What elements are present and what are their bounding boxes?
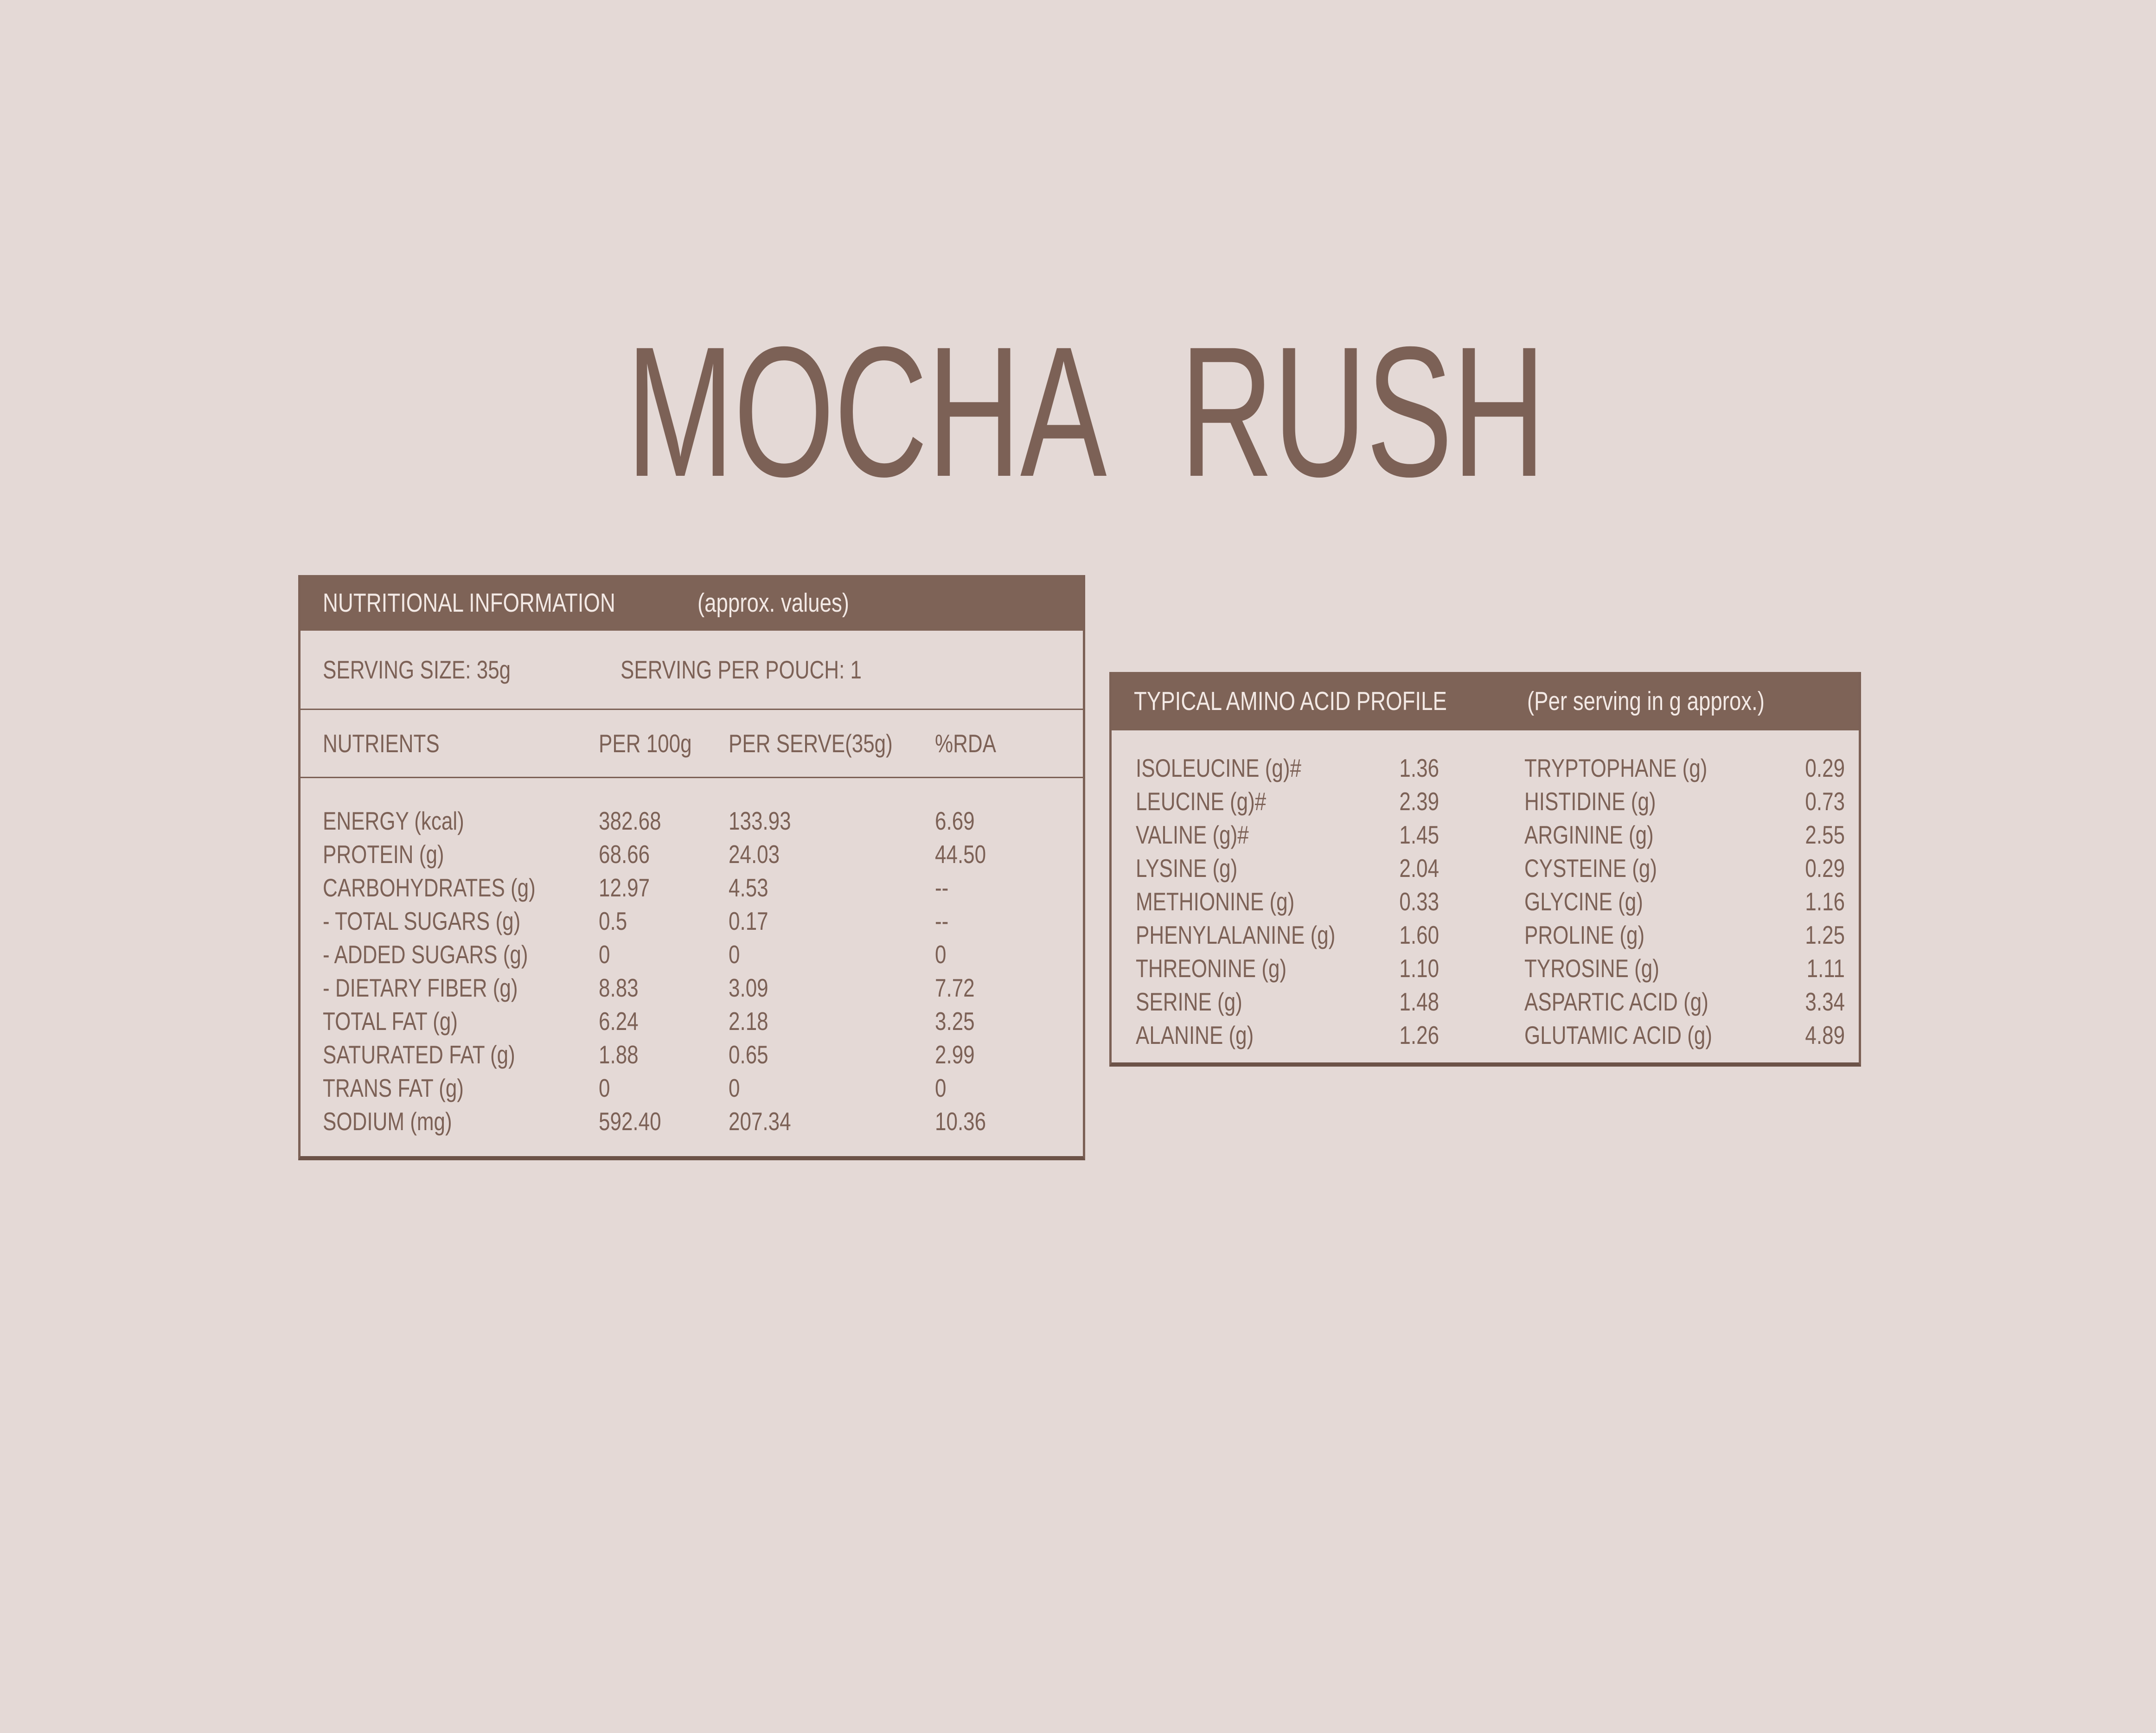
- divider: [301, 777, 1083, 778]
- amino-name: ALANINE (g): [1136, 1021, 1254, 1049]
- table-row: [301, 1105, 1083, 1138]
- amino-name: PHENYLALANINE (g): [1136, 921, 1336, 949]
- column-header-rda: %RDA: [935, 729, 997, 758]
- amino-table-header-bar: [1112, 672, 1859, 730]
- page-title: MOCHA RUSH: [626, 308, 1545, 515]
- amino-name: ARGININE (g): [1524, 820, 1654, 849]
- table-row: [1112, 985, 1859, 1018]
- table-row: [301, 1038, 1083, 1071]
- amino-name: ISOLEUCINE (g)#: [1136, 754, 1301, 782]
- amino-name: GLYCINE (g): [1524, 887, 1643, 916]
- amino-table-note: (Per serving in g approx.): [1527, 686, 1765, 716]
- table-row: [1112, 952, 1859, 985]
- nutrition-column-headers: [301, 710, 1083, 777]
- amino-value: 0.29: [1805, 854, 1845, 882]
- nutrition-table-header-bar: [301, 575, 1083, 631]
- amino-value: 0.29: [1805, 754, 1845, 782]
- value-per-100g: 0: [599, 1074, 610, 1102]
- amino-name: CYSTEINE (g): [1524, 854, 1657, 882]
- amino-value: 4.89: [1805, 1021, 1845, 1049]
- value-per-100g: 0: [599, 940, 610, 969]
- value-per-serve: 3.09: [729, 973, 768, 1002]
- nutrient-label: TOTAL FAT (g): [323, 1007, 458, 1036]
- table-row: [1112, 785, 1859, 818]
- table-row: [301, 904, 1083, 938]
- amino-value: 1.16: [1805, 887, 1845, 916]
- value-per-serve: 207.34: [729, 1107, 791, 1136]
- value-per-100g: 12.97: [599, 873, 650, 902]
- amino-value: 1.26: [1399, 1021, 1439, 1049]
- amino-value: 1.45: [1399, 820, 1439, 849]
- table-row: [301, 971, 1083, 1004]
- nutrient-label: PROTEIN (g): [323, 840, 444, 869]
- amino-value: 2.39: [1399, 787, 1439, 816]
- value-per-serve: 24.03: [729, 840, 780, 869]
- serving-info-row: [301, 631, 1083, 709]
- nutrient-label: - DIETARY FIBER (g): [323, 973, 518, 1002]
- value-rda: 0: [935, 940, 947, 969]
- amino-table-title: TYPICAL AMINO ACID PROFILE: [1134, 686, 1447, 716]
- value-rda: --: [935, 873, 949, 902]
- amino-value: 1.10: [1399, 954, 1439, 983]
- nutrient-label: SODIUM (mg): [323, 1107, 452, 1136]
- amino-name: VALINE (g)#: [1136, 820, 1249, 849]
- value-rda: 10.36: [935, 1107, 986, 1136]
- amino-value: 0.73: [1805, 787, 1845, 816]
- nutrient-label: CARBOHYDRATES (g): [323, 873, 536, 902]
- value-per-serve: 2.18: [729, 1007, 768, 1036]
- amino-name: ASPARTIC ACID (g): [1524, 987, 1708, 1016]
- value-per-100g: 8.83: [599, 973, 639, 1002]
- value-per-100g: 68.66: [599, 840, 650, 869]
- value-per-serve: 0.65: [729, 1040, 768, 1069]
- nutrient-label: SATURATED FAT (g): [323, 1040, 515, 1069]
- amino-value: 1.25: [1805, 921, 1845, 949]
- amino-name: THREONINE (g): [1136, 954, 1287, 983]
- nutrient-label: TRANS FAT (g): [323, 1074, 464, 1102]
- table-row: [1112, 751, 1859, 785]
- column-header-per-100g: PER 100g: [599, 729, 692, 758]
- table-row: [301, 1071, 1083, 1105]
- value-per-100g: 1.88: [599, 1040, 639, 1069]
- table-row: [1112, 918, 1859, 952]
- value-rda: 3.25: [935, 1007, 975, 1036]
- value-per-serve: 133.93: [729, 806, 791, 835]
- value-per-serve: 0: [729, 940, 740, 969]
- amino-name: METHIONINE (g): [1136, 887, 1295, 916]
- table-row: [1112, 1018, 1859, 1052]
- amino-name: TRYPTOPHANE (g): [1524, 754, 1708, 782]
- value-rda: 2.99: [935, 1040, 975, 1069]
- value-rda: 44.50: [935, 840, 986, 869]
- value-per-serve: 0: [729, 1074, 740, 1102]
- table-row: [301, 838, 1083, 871]
- value-per-100g: 0.5: [599, 907, 627, 935]
- value-per-100g: 382.68: [599, 806, 661, 835]
- nutrition-rows: [301, 804, 1083, 1138]
- amino-name: PROLINE (g): [1524, 921, 1645, 949]
- table-row: [301, 871, 1083, 904]
- amino-acid-table: [1109, 672, 1861, 1067]
- value-rda: 7.72: [935, 973, 975, 1002]
- amino-value: 2.04: [1399, 854, 1439, 882]
- amino-value: 1.60: [1399, 921, 1439, 949]
- amino-value: 1.11: [1806, 954, 1845, 983]
- amino-value: 1.48: [1399, 987, 1439, 1016]
- amino-name: TYROSINE (g): [1524, 954, 1659, 983]
- value-per-100g: 6.24: [599, 1007, 639, 1036]
- table-row: [1112, 851, 1859, 885]
- amino-name: LYSINE (g): [1136, 854, 1238, 882]
- table-row: [301, 804, 1083, 838]
- column-header-per-serve: PER SERVE(35g): [729, 729, 893, 758]
- value-per-serve: 0.17: [729, 907, 768, 935]
- amino-value: 1.36: [1399, 754, 1439, 782]
- amino-name: HISTIDINE (g): [1524, 787, 1656, 816]
- nutrient-label: - ADDED SUGARS (g): [323, 940, 528, 969]
- serving-per-pouch: SERVING PER POUCH: 1: [621, 655, 862, 684]
- value-rda: 0: [935, 1074, 947, 1102]
- amino-name: SERINE (g): [1136, 987, 1242, 1016]
- amino-value: 2.55: [1805, 820, 1845, 849]
- amino-value: 0.33: [1399, 887, 1439, 916]
- value-rda: 6.69: [935, 806, 975, 835]
- amino-value: 3.34: [1805, 987, 1845, 1016]
- column-header-nutrients: NUTRIENTS: [323, 729, 440, 758]
- value-per-100g: 592.40: [599, 1107, 661, 1136]
- nutrient-label: - TOTAL SUGARS (g): [323, 907, 521, 935]
- amino-name: LEUCINE (g)#: [1136, 787, 1267, 816]
- table-row: [1112, 818, 1859, 851]
- nutrition-table-title: NUTRITIONAL INFORMATION: [323, 588, 615, 618]
- nutrient-label: ENERGY (kcal): [323, 806, 464, 835]
- value-per-serve: 4.53: [729, 873, 768, 902]
- value-rda: --: [935, 907, 949, 935]
- table-row: [301, 938, 1083, 971]
- table-row: [1112, 885, 1859, 918]
- nutrition-table-note: (approx. values): [697, 588, 849, 618]
- serving-size: SERVING SIZE: 35g: [323, 655, 511, 684]
- nutrition-table: [298, 575, 1085, 1160]
- amino-rows: [1112, 751, 1859, 1052]
- table-row: [301, 1004, 1083, 1038]
- amino-name: GLUTAMIC ACID (g): [1524, 1021, 1713, 1049]
